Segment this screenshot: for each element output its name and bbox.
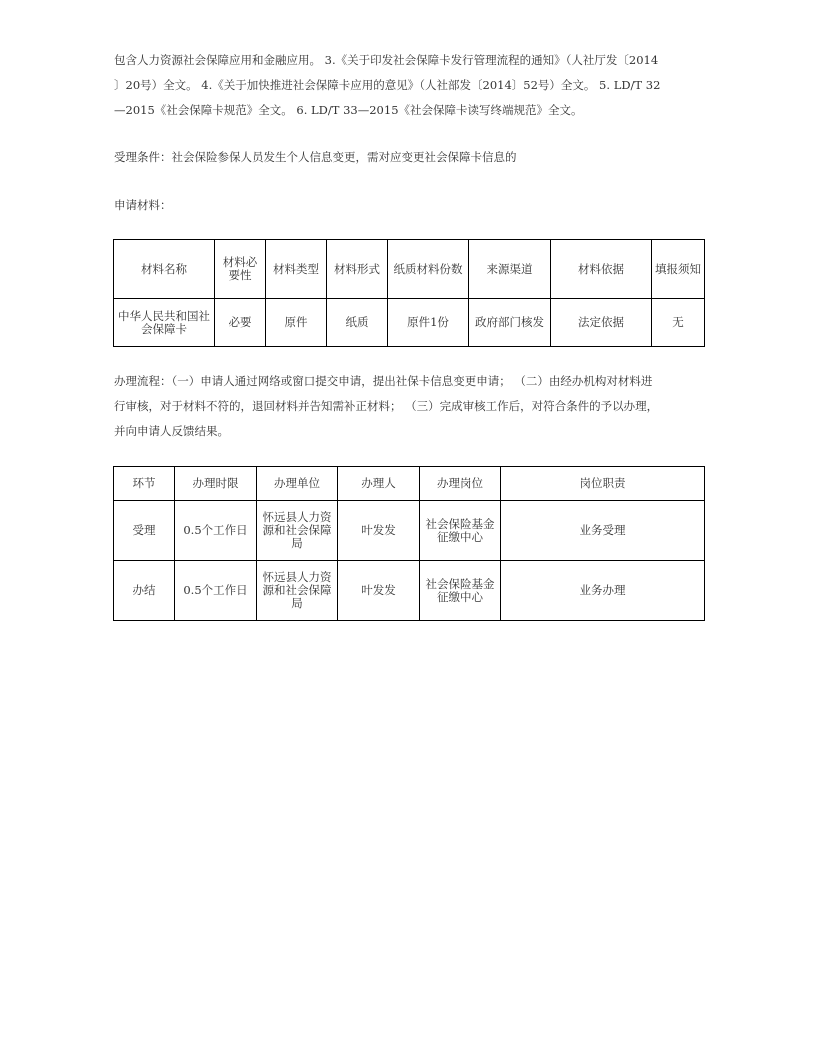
table-cell: 原件1份 [388,299,469,347]
materials-label-text: 申请材料： [114,198,172,212]
table-cell: 叶发发 [338,501,420,561]
process-line: 办理流程：（一）申请人通过网络或窗口提交申请，提出社保卡信息变更申请； （二）由经办机构对材料进 [114,374,653,388]
header-cell: 材料依据 [551,240,652,299]
process-table [113,466,705,621]
materials-table [113,239,705,347]
table-cell: 0.5个工作日 [175,501,257,561]
header-cell: 办理时限 [175,467,257,501]
header-cell: 岗位职责 [501,467,705,501]
table-cell: 业务办理 [501,561,705,621]
table-cell: 叶发发 [338,561,420,621]
table-cell: 业务受理 [501,501,705,561]
table-row [114,299,705,347]
table-cell: 怀远县人力资源和社会保障局 [257,561,338,621]
intro-line: 包含人力资源社会保障应用和金融应用。 3.《关于印发社会保障卡发行管理流程的通知》（人社厅发〔2014 [114,53,659,67]
table-cell: 社会保险基金征缴中心 [420,561,501,621]
intro-line: —2015《社会保障卡规范》全文。 6. LD/T 33—2015《社会保障卡读写终端规范》全文。 [114,103,583,117]
header-cell: 材料必要性 [215,240,266,299]
header-cell: 办理单位 [257,467,338,501]
header-cell: 材料名称 [114,240,215,299]
table-cell: 法定依据 [551,299,652,347]
intro-line: 〕20号）全文。 4.《关于加快推进社会保障卡应用的意见》（人社部发〔2014〕52号）全文。 5. LD/T 32 [114,78,661,92]
header-cell: 材料形式 [327,240,388,299]
header-cell: 办理岗位 [420,467,501,501]
table-cell: 办结 [114,561,175,621]
table-cell: 怀远县人力资源和社会保障局 [257,501,338,561]
process-paragraph [114,369,704,444]
table-row [114,561,705,621]
table-cell: 受理 [114,501,175,561]
table-header-row [114,467,705,501]
table-cell: 社会保险基金征缴中心 [420,501,501,561]
table-cell: 必要 [215,299,266,347]
header-cell: 环节 [114,467,175,501]
header-cell: 填报须知 [652,240,705,299]
acceptance-condition-text: 受理条件：社会保险参保人员发生个人信息变更，需对应变更社会保障卡信息的 [114,150,517,164]
intro-paragraph [114,48,704,123]
table-cell: 原件 [266,299,327,347]
table-cell: 0.5个工作日 [175,561,257,621]
table-cell: 纸质 [327,299,388,347]
header-cell: 办理人 [338,467,420,501]
table-cell: 中华人民共和国社会保障卡 [114,299,215,347]
table-header-row [114,240,705,299]
header-cell: 来源渠道 [469,240,551,299]
acceptance-condition [114,145,704,170]
table-row [114,501,705,561]
process-line: 行审核，对于材料不符的，退回材料并告知需补正材料； （三）完成审核工作后，对符合条件的予以办理， [114,399,659,413]
header-cell: 材料类型 [266,240,327,299]
header-cell: 纸质材料份数 [388,240,469,299]
table-cell: 无 [652,299,705,347]
materials-label [114,193,704,218]
process-line: 并向申请人反馈结果。 [114,424,229,438]
table-cell: 政府部门核发 [469,299,551,347]
